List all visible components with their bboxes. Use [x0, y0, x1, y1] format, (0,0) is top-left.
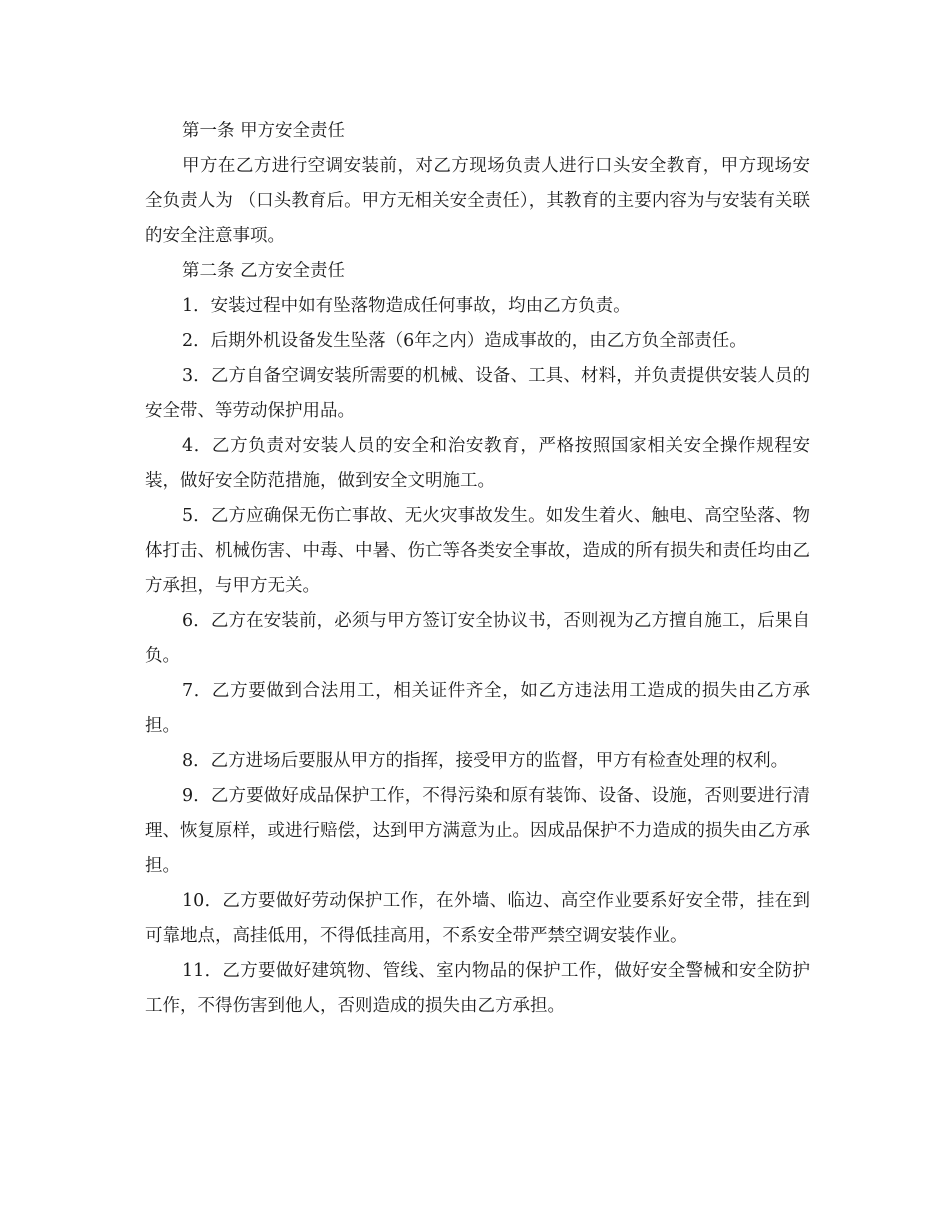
clause-2: 2．后期外机设备发生坠落（6年之内）造成事故的，由乙方负全部责任。	[182, 331, 747, 351]
clause-5: 5．乙方应确保无伤亡事故、无火灾事故发生。如发生着火、触电、高空坠落、物体打击、机械伤害、中毒、中暑、伤亡等各类安全事故，造成的所有损失和责任均由乙方承担，与甲方无关。	[145, 506, 810, 596]
clause-4: 4．乙方负责对安装人员的安全和治安教育，严格按照国家相关安全操作规程安装，做好安全防范措施，做到安全文明施工。	[145, 436, 810, 491]
clause-8: 8．乙方进场后要服从甲方的指挥，接受甲方的监督，甲方有检查处理的权利。	[182, 751, 789, 771]
clause-3: 3．乙方自备空调安装所需要的机械、设备、工具、材料，并负责提供安装人员的安全带、等劳动保护用品。	[145, 366, 810, 421]
article-2-heading: 第二条 乙方安全责任	[182, 261, 346, 281]
article-1-heading: 第一条 甲方安全责任	[182, 121, 346, 141]
clause-6: 6．乙方在安装前，必须与甲方签订安全协议书，否则视为乙方擅自施工，后果自负。	[145, 611, 810, 666]
clause-1: 1．安装过程中如有坠落物造成任何事故，均由乙方负责。	[182, 296, 631, 316]
clause-9: 9．乙方要做好成品保护工作，不得污染和原有装饰、设备、设施，否则要进行清理、恢复原样，或进行赔偿，达到甲方满意为止。因成品保护不力造成的损失由乙方承担。	[145, 786, 810, 876]
clause-7: 7．乙方要做到合法用工，相关证件齐全，如乙方违法用工造成的损失由乙方承担。	[145, 681, 810, 736]
clause-10: 10．乙方要做好劳动保护工作，在外墙、临边、高空作业要系好安全带，挂在到可靠地点，高挂低用，不得低挂高用，不系安全带严禁空调安装作业。	[145, 891, 810, 946]
clause-11: 11．乙方要做好建筑物、管线、室内物品的保护工作，做好安全警械和安全防护工作，不得伤害到他人，否则造成的损失由乙方承担。	[145, 961, 810, 1016]
article-1-paragraph: 甲方在乙方进行空调安装前，对乙方现场负责人进行口头安全教育，甲方现场安全负责人为 （口头教育后。甲方无相关安全责任），其教育的主要内容为与安装有关联的安全注意事项。	[145, 156, 810, 246]
document-body	[145, 114, 810, 1024]
